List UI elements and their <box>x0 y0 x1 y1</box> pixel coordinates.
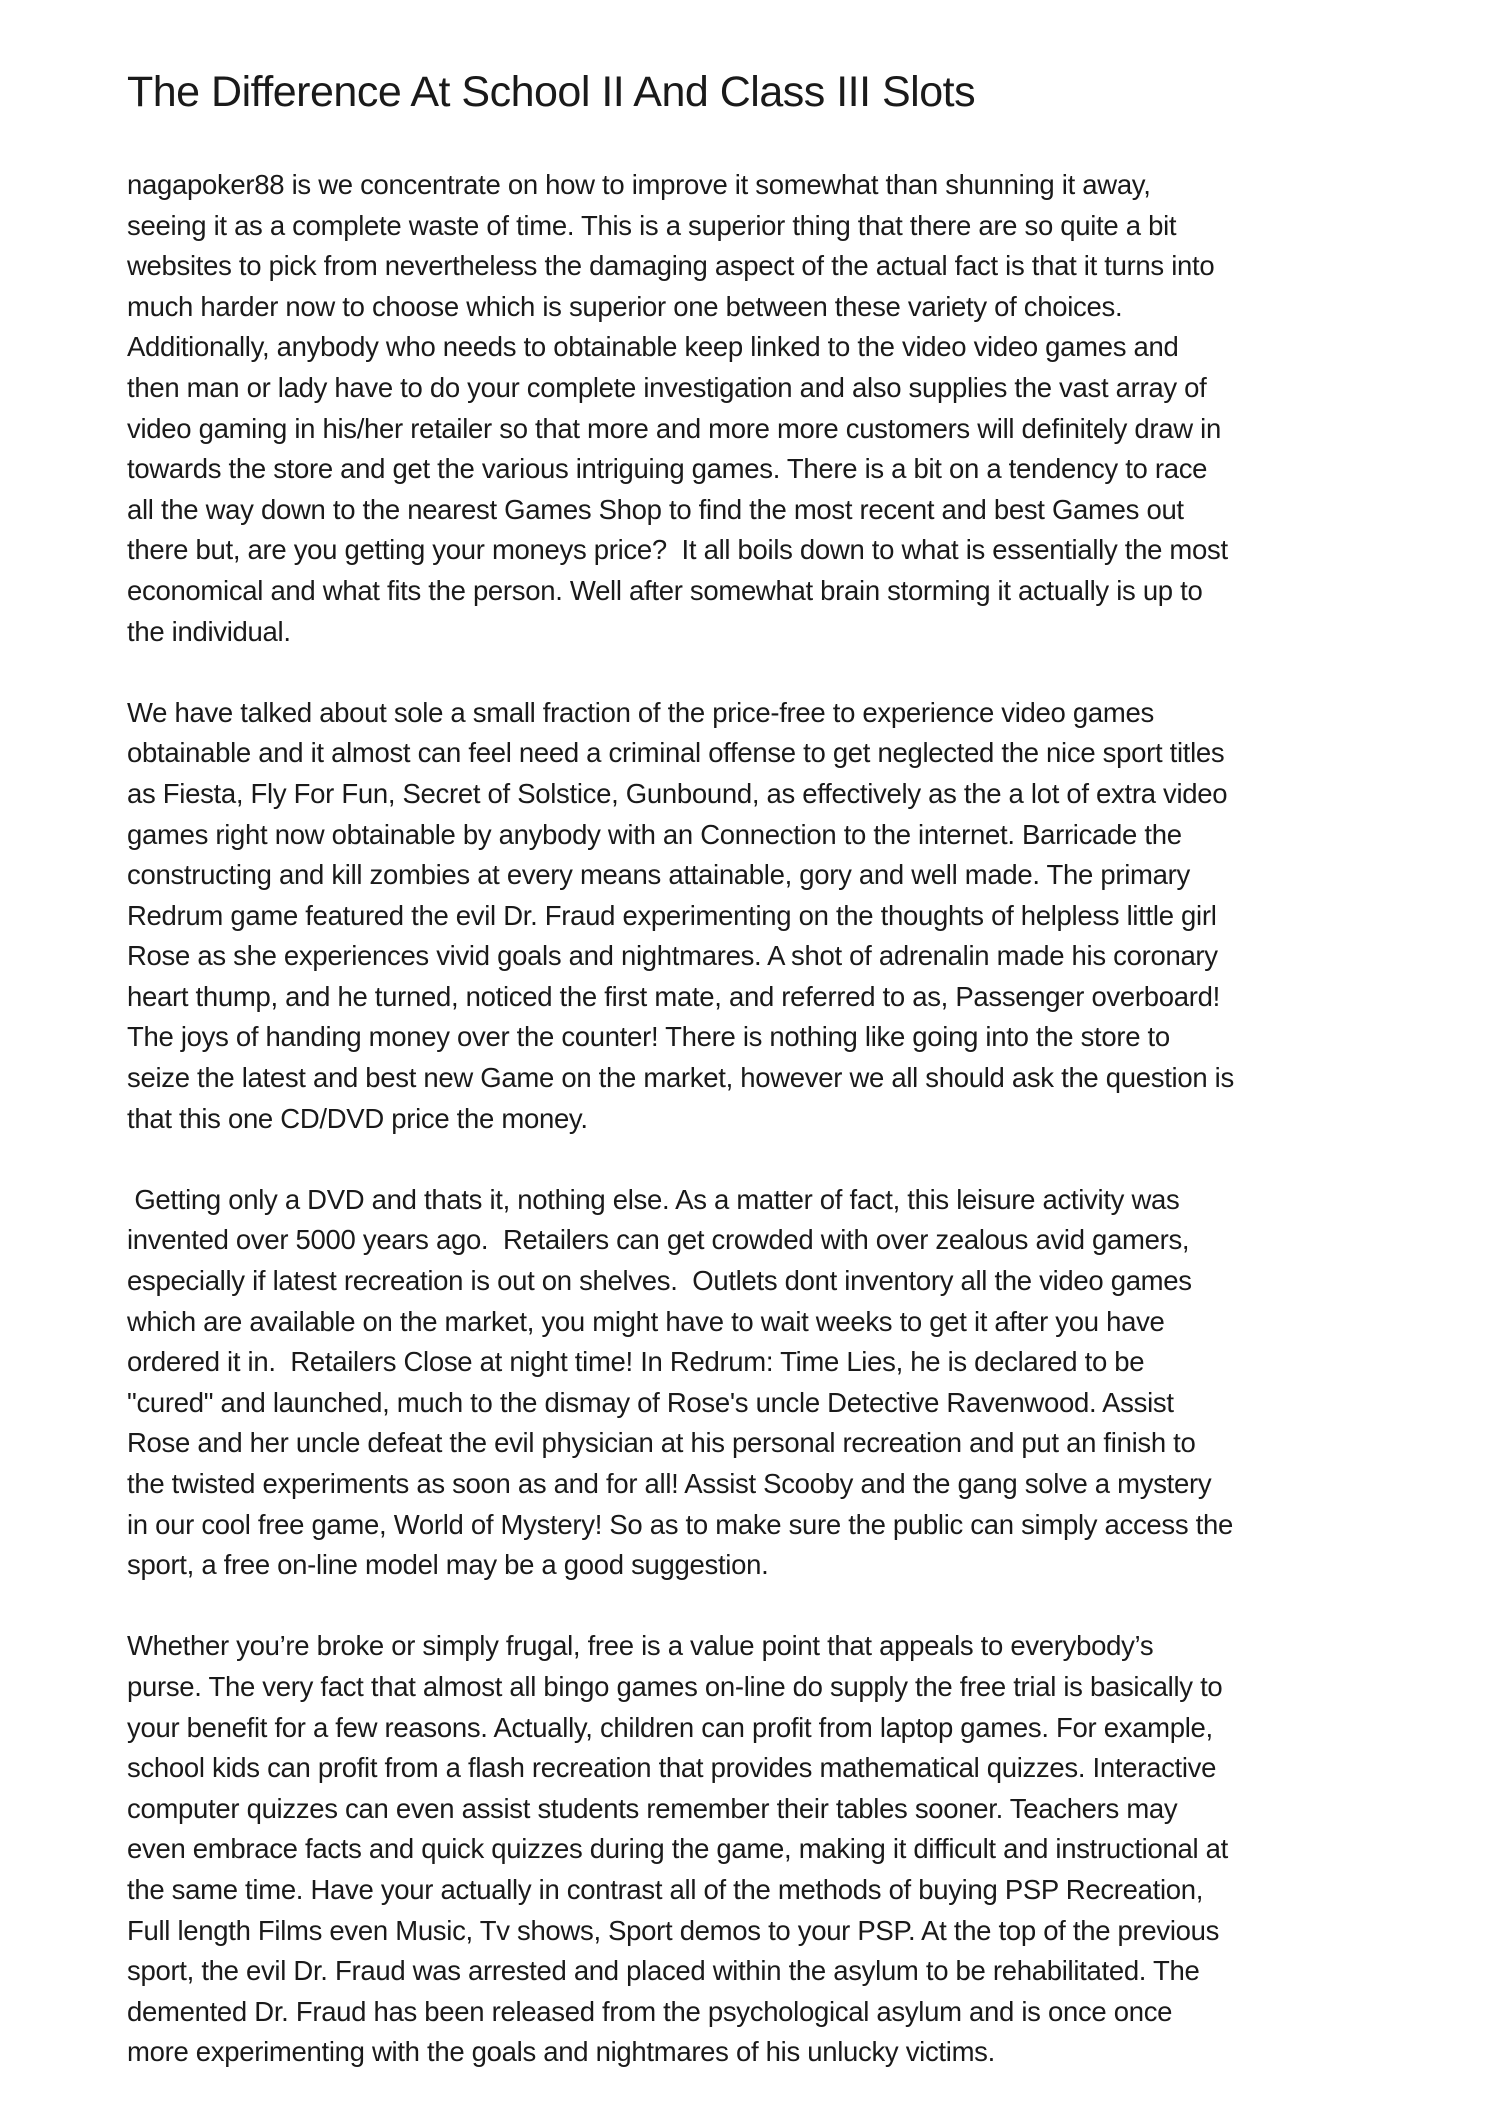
text-line: your benefit for a few reasons. Actually, children can profit from laptop games. For example, <box>127 1711 1213 1743</box>
text-line: sport, a free on-line model may be a good suggestion. <box>127 1549 769 1581</box>
text-line: Redrum game featured the evil Dr. Fraud experimenting on the thoughts of helpless little girl <box>127 899 1217 931</box>
paragraph-1 <box>127 165 1397 652</box>
text-line: much harder now to choose which is superior one between these variety of choices. <box>127 290 1123 322</box>
text-line: the twisted experiments as soon as and for all! Assist Scooby and the gang solve a mystery <box>127 1468 1212 1499</box>
text-line: "cured" and launched, much to the dismay of Rose's uncle Detective Ravenwood. Assist <box>127 1386 1174 1418</box>
text-line: websites to pick from nevertheless the damaging aspect of the actual fact is that it turns into <box>127 250 1215 282</box>
article-body <box>127 165 1397 2114</box>
text-line: more experimenting with the goals and nightmares of his unlucky victims. <box>127 2036 995 2068</box>
text-line: nagapoker88 is we concentrate on how to improve it somewhat than shunning it away, <box>127 169 1151 200</box>
text-line: Getting only a DVD and thats it, nothing else. As a matter of fact, this leisure activity was <box>127 1183 1180 1215</box>
text-line: seize the latest and best new Game on the market, however we all should ask the question is <box>127 1062 1234 1094</box>
text-line: seeing it as a complete waste of time. This is a superior thing that there are so quite a bit <box>127 209 1177 241</box>
text-line: Additionally, anybody who needs to obtainable keep linked to the video video games and <box>127 331 1179 363</box>
text-line: obtainable and it almost can feel need a criminal offense to get neglected the nice sport titles <box>127 737 1225 769</box>
text-line: even embrace facts and quick quizzes during the game, making it difficult and instructional at <box>127 1833 1228 1865</box>
text-line: school kids can profit from a flash recreation that provides mathematical quizzes. Interactive <box>127 1752 1217 1784</box>
text-line: computer quizzes can even assist students remember their tables sooner. Teachers may <box>127 1792 1178 1824</box>
text-line: Whether you’re broke or simply frugal, free is a value point that appeals to everybody’s <box>127 1630 1154 1662</box>
text-line: economical and what fits the person. Well after somewhat brain storming it actually is up to <box>127 574 1203 606</box>
paragraph-3 <box>127 1180 1397 1586</box>
text-line: We have talked about sole a small fraction of the price-free to experience video games <box>127 696 1154 728</box>
text-line: heart thump, and he turned, noticed the first mate, and referred to as, Passenger overboard! <box>127 980 1220 1012</box>
text-line: Rose and her uncle defeat the evil physician at his personal recreation and put an finish to <box>127 1427 1196 1459</box>
text-line: constructing and kill zombies at every means attainable, gory and well made. The primary <box>127 859 1190 891</box>
text-line: demented Dr. Fraud has been released from the psychological asylum and is once once <box>127 1995 1173 2027</box>
text-line: The joys of handing money over the counter! There is nothing like going into the store to <box>127 1021 1170 1053</box>
text-line: sport, the evil Dr. Fraud was arrested and placed within the asylum to be rehabilitated. The <box>127 1955 1200 1987</box>
paragraph-4 <box>127 1626 1397 2073</box>
text-line: in our cool free game, World of Mystery! So as to make sure the public can simply access the <box>127 1508 1233 1540</box>
text-line: towards the store and get the various intriguing games. There is a bit on a tendency to race <box>127 453 1208 485</box>
text-line: as Fiesta, Fly For Fun, Secret of Solstice, Gunbound, as effectively as the a lot of extra video <box>127 777 1228 809</box>
text-line: which are available on the market, you might have to wait weeks to get it after you have <box>127 1305 1165 1337</box>
text-line: the same time. Have your actually in contrast all of the methods of buying PSP Recreation, <box>127 1873 1204 1905</box>
text-line: that this one CD/DVD price the money. <box>127 1102 588 1134</box>
text-line: the individual. <box>127 615 291 647</box>
text-line: purse. The very fact that almost all bingo games on-line do supply the free trial is basically to <box>127 1670 1223 1702</box>
text-line: invented over 5000 years ago. Retailers can get crowded with over zealous avid gamers, <box>127 1224 1190 1256</box>
text-line: Rose as she experiences vivid goals and nightmares. A shot of adrenalin made his coronary <box>127 940 1218 972</box>
text-line: all the way down to the nearest Games Shop to find the most recent and best Games out <box>127 493 1184 525</box>
text-line: there but, are you getting your moneys price? It all boils down to what is essentially the most <box>127 534 1228 566</box>
text-line: ordered it in. Retailers Close at night time! In Redrum: Time Lies, he is declared to be <box>127 1346 1145 1378</box>
text-line: especially if latest recreation is out on shelves. Outlets dont inventory all the video games <box>127 1265 1192 1297</box>
text-line: games right now obtainable by anybody with an Connection to the internet. Barricade the <box>127 818 1182 850</box>
text-line: then man or lady have to do your complete investigation and also supplies the vast array of <box>127 371 1207 403</box>
paragraph-2 <box>127 693 1397 1140</box>
page-title: The Difference At School II And Class III Slots <box>127 68 976 116</box>
text-line: video gaming in his/her retailer so that more and more more customers will definitely draw in <box>127 412 1221 444</box>
text-line: Full length Films even Music, Tv shows, Sport demos to your PSP. At the top of the previous <box>127 1914 1220 1946</box>
